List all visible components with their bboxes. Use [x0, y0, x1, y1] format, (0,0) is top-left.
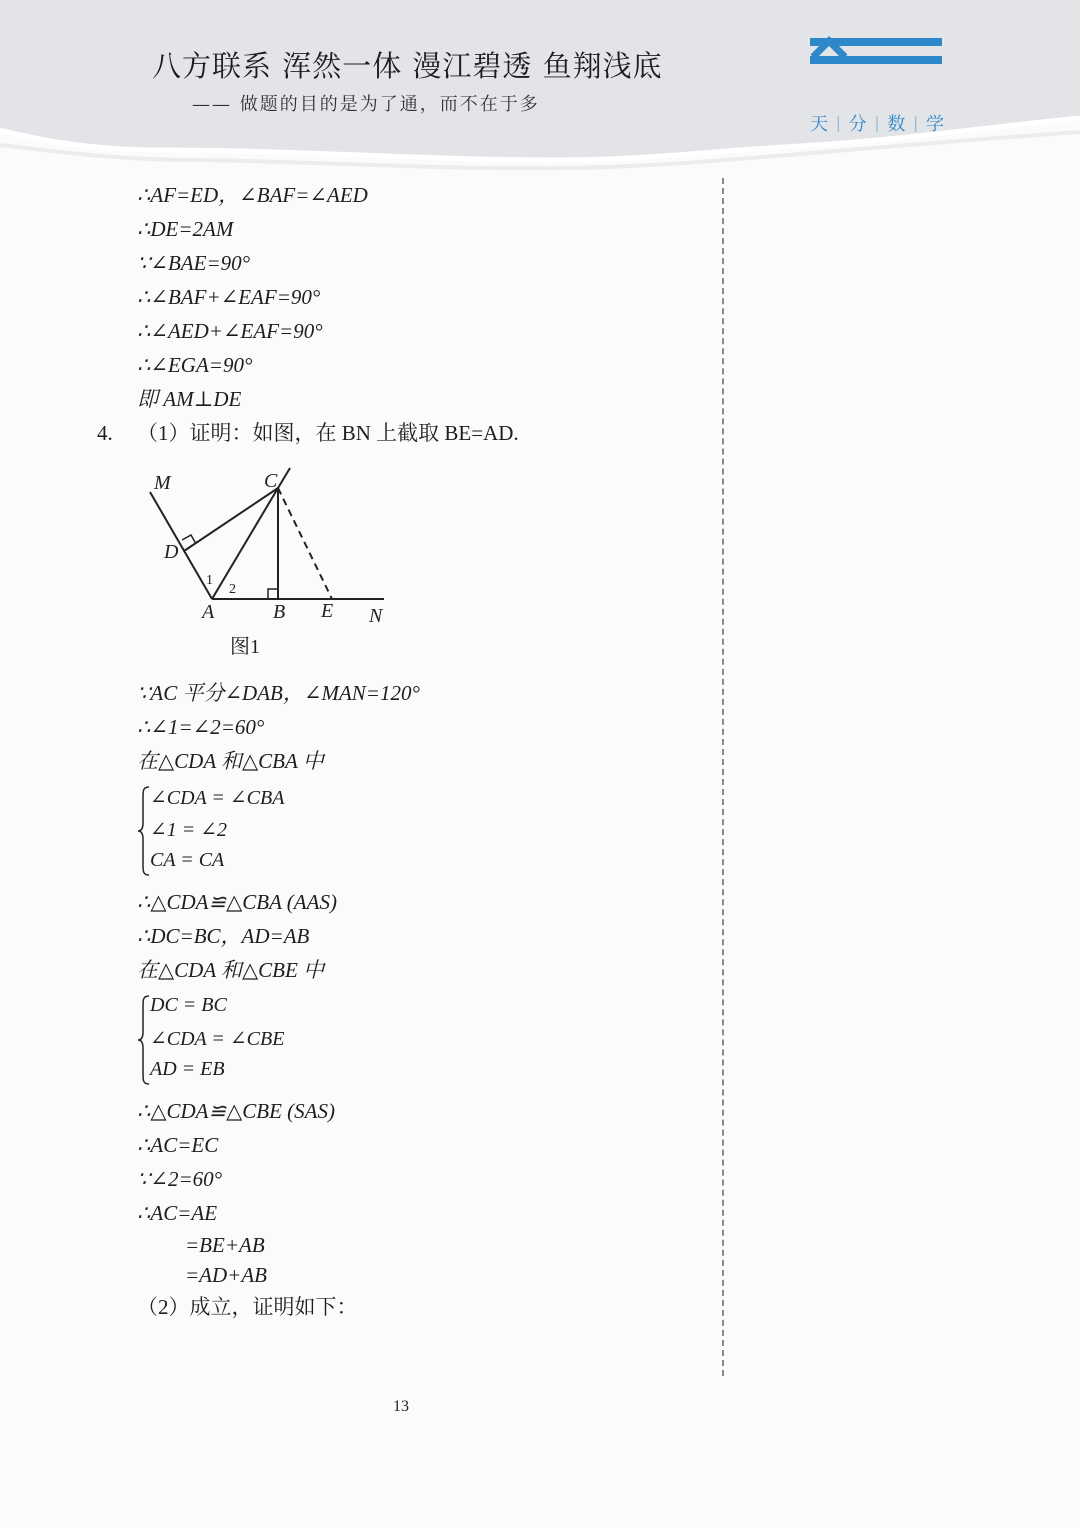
proof-line-continuation: =AD+AB: [185, 1263, 267, 1287]
system-condition: CA = CA: [150, 849, 225, 871]
ray-am: [150, 492, 212, 599]
header-motto: 八方联系 浑然一体 漫江碧透 鱼翔浅底: [152, 49, 663, 83]
proof-line: ∴DC=BC，AD=AB: [137, 924, 310, 948]
proof-line: ∴DE=2AM: [137, 217, 234, 241]
proof-line: 即 AM⊥DE: [137, 387, 242, 411]
system-condition: DC = BC: [150, 994, 227, 1016]
page-number: 13: [393, 1398, 409, 1415]
proof-line: ∴AC=EC: [137, 1133, 219, 1157]
line-c-extension: [278, 468, 290, 488]
problem-part2-statement: （2）成立，证明如下：: [137, 1295, 358, 1319]
problem-part1-statement: （1）证明：如图，在 BN 上截取 BE=AD.: [137, 421, 519, 445]
brand-separator: |: [835, 114, 841, 132]
label-a: A: [202, 601, 215, 623]
proof-line: ∵AC 平分∠DAB，∠MAN=120°: [137, 681, 420, 705]
left-brace-icon: [137, 785, 151, 877]
brand-char: 天: [810, 114, 828, 135]
system-condition: AD = EB: [150, 1058, 225, 1080]
segment-ce-dashed: [278, 488, 332, 599]
proof-line: ∴AF=ED，∠BAF=∠AED: [137, 183, 368, 207]
proof-line: ∴△CDA≌△CBA (AAS): [137, 890, 337, 914]
brand-char: 分: [848, 114, 867, 135]
proof-line: 在△CDA 和△CBE 中: [137, 958, 325, 982]
label-angle-1: 1: [206, 573, 213, 588]
brand-name: [810, 110, 944, 136]
proof-line: ∴∠EGA=90°: [137, 353, 253, 377]
right-angle-mark-d: [182, 535, 196, 544]
system-condition: ∠1 = ∠2: [150, 819, 228, 841]
column-divider: [722, 178, 724, 1376]
label-b: B: [273, 601, 286, 623]
header-submotto: —— 做题的目的是为了通，而不在于多: [192, 94, 540, 115]
label-m: M: [154, 472, 171, 494]
brand-logo: [810, 36, 942, 136]
proof-line: ∵∠BAE=90°: [137, 251, 251, 275]
label-c: C: [264, 470, 278, 492]
page-header: [0, 0, 1080, 190]
proof-line: ∴AC=AE: [137, 1201, 218, 1225]
geometry-figure: [140, 462, 400, 627]
equation-system-2: [137, 994, 337, 1086]
brand-separator: |: [874, 114, 880, 132]
segment-dc: [184, 488, 278, 551]
equation-system-1: [137, 785, 337, 877]
chevron-up-icon: [810, 36, 848, 60]
figure-caption: 图1: [230, 636, 260, 658]
proof-line: ∴∠1=∠2=60°: [137, 715, 265, 739]
system-condition: ∠CDA = ∠CBA: [150, 787, 285, 809]
proof-line: ∴∠AED+∠EAF=90°: [137, 319, 323, 343]
label-d: D: [164, 541, 179, 563]
proof-line: ∴∠BAF+∠EAF=90°: [137, 285, 321, 309]
label-e: E: [321, 600, 334, 622]
proof-line-continuation: =BE+AB: [185, 1233, 265, 1257]
right-angle-mark-b: [268, 589, 278, 599]
proof-line: ∴△CDA≌△CBE (SAS): [137, 1099, 335, 1123]
proof-line: ∵∠2=60°: [137, 1167, 223, 1191]
problem-number: 4.: [97, 421, 113, 445]
system-condition: ∠CDA = ∠CBE: [150, 1028, 285, 1050]
brand-char: 学: [925, 114, 944, 135]
brand-char: 数: [887, 114, 906, 135]
proof-line: 在△CDA 和△CBA 中: [137, 749, 324, 773]
brand-separator: |: [913, 114, 919, 132]
left-brace-icon: [137, 994, 151, 1086]
label-angle-2: 2: [229, 582, 236, 597]
label-n: N: [369, 605, 383, 627]
segment-ac: [212, 488, 278, 599]
